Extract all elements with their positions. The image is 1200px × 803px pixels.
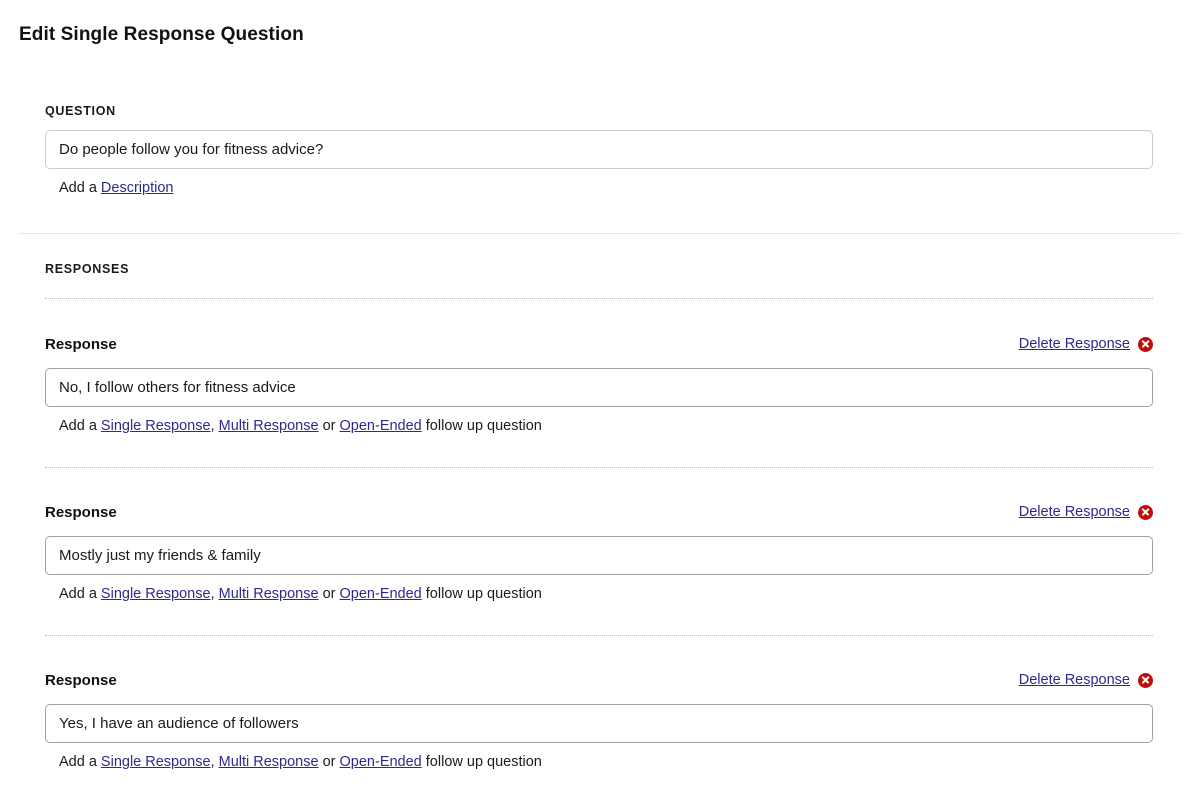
- response-title-1: Response: [45, 336, 117, 353]
- response-header-2: [45, 504, 1153, 524]
- section-divider: [19, 233, 1181, 234]
- response-header-1: [45, 336, 1153, 356]
- response-input-3[interactable]: [45, 704, 1153, 743]
- response-followup-line-3: [59, 754, 1153, 770]
- followup-multi-response-link-1[interactable]: Multi Response: [218, 418, 319, 434]
- response-followup-line-1: [59, 418, 1153, 434]
- followup-multi-response-link-3[interactable]: Multi Response: [218, 754, 319, 770]
- question-section: [45, 104, 1153, 196]
- followup-separator-2: ,: [210, 586, 219, 602]
- delete-response-button-2[interactable]: [1019, 504, 1153, 520]
- followup-or-3: or: [318, 754, 340, 770]
- followup-suffix-3: follow up question: [421, 754, 542, 770]
- response-header-3: [45, 672, 1153, 692]
- response-item-1: [45, 336, 1153, 434]
- delete-circle-icon: [1138, 337, 1153, 352]
- followup-or-1: or: [318, 418, 340, 434]
- delete-response-label-2: Delete Response: [1018, 504, 1130, 520]
- delete-response-button-1[interactable]: [1019, 336, 1153, 352]
- response-item-2: [45, 504, 1153, 602]
- followup-suffix-1: follow up question: [421, 418, 542, 434]
- followup-prefix-2: Add a: [59, 586, 101, 602]
- response-title-3: Response: [45, 672, 117, 689]
- question-helper-line: [59, 180, 1153, 196]
- question-helper-prefix: Add a: [59, 180, 101, 196]
- followup-single-response-link-1[interactable]: Single Response: [100, 418, 211, 434]
- followup-open-ended-link-1[interactable]: Open-Ended: [339, 418, 422, 434]
- followup-open-ended-link-2[interactable]: Open-Ended: [339, 586, 422, 602]
- delete-circle-icon: [1138, 673, 1153, 688]
- response-input-1[interactable]: [45, 368, 1153, 407]
- delete-response-label-1: Delete Response: [1018, 336, 1130, 352]
- add-description-link[interactable]: Description: [100, 180, 174, 196]
- response-divider-1: [45, 467, 1153, 468]
- followup-multi-response-link-2[interactable]: Multi Response: [218, 586, 319, 602]
- response-item-3: [45, 672, 1153, 770]
- followup-separator-3: ,: [210, 754, 219, 770]
- response-followup-line-2: [59, 586, 1153, 602]
- delete-response-button-3[interactable]: [1019, 672, 1153, 688]
- followup-or-2: or: [318, 586, 340, 602]
- responses-section-label: RESPONSES: [45, 262, 130, 276]
- followup-separator-1: ,: [210, 418, 219, 434]
- question-input[interactable]: [45, 130, 1153, 169]
- delete-circle-icon: [1138, 505, 1153, 520]
- followup-prefix-1: Add a: [59, 418, 101, 434]
- responses-top-dotted-divider: [45, 298, 1153, 299]
- delete-response-label-3: Delete Response: [1018, 672, 1130, 688]
- followup-open-ended-link-3[interactable]: Open-Ended: [339, 754, 422, 770]
- followup-single-response-link-3[interactable]: Single Response: [100, 754, 211, 770]
- response-divider-2: [45, 635, 1153, 636]
- followup-single-response-link-2[interactable]: Single Response: [100, 586, 211, 602]
- question-section-label: QUESTION: [45, 104, 116, 118]
- followup-suffix-2: follow up question: [421, 586, 542, 602]
- response-input-2[interactable]: [45, 536, 1153, 575]
- page-title: Edit Single Response Question: [19, 24, 304, 45]
- response-title-2: Response: [45, 504, 117, 521]
- followup-prefix-3: Add a: [59, 754, 101, 770]
